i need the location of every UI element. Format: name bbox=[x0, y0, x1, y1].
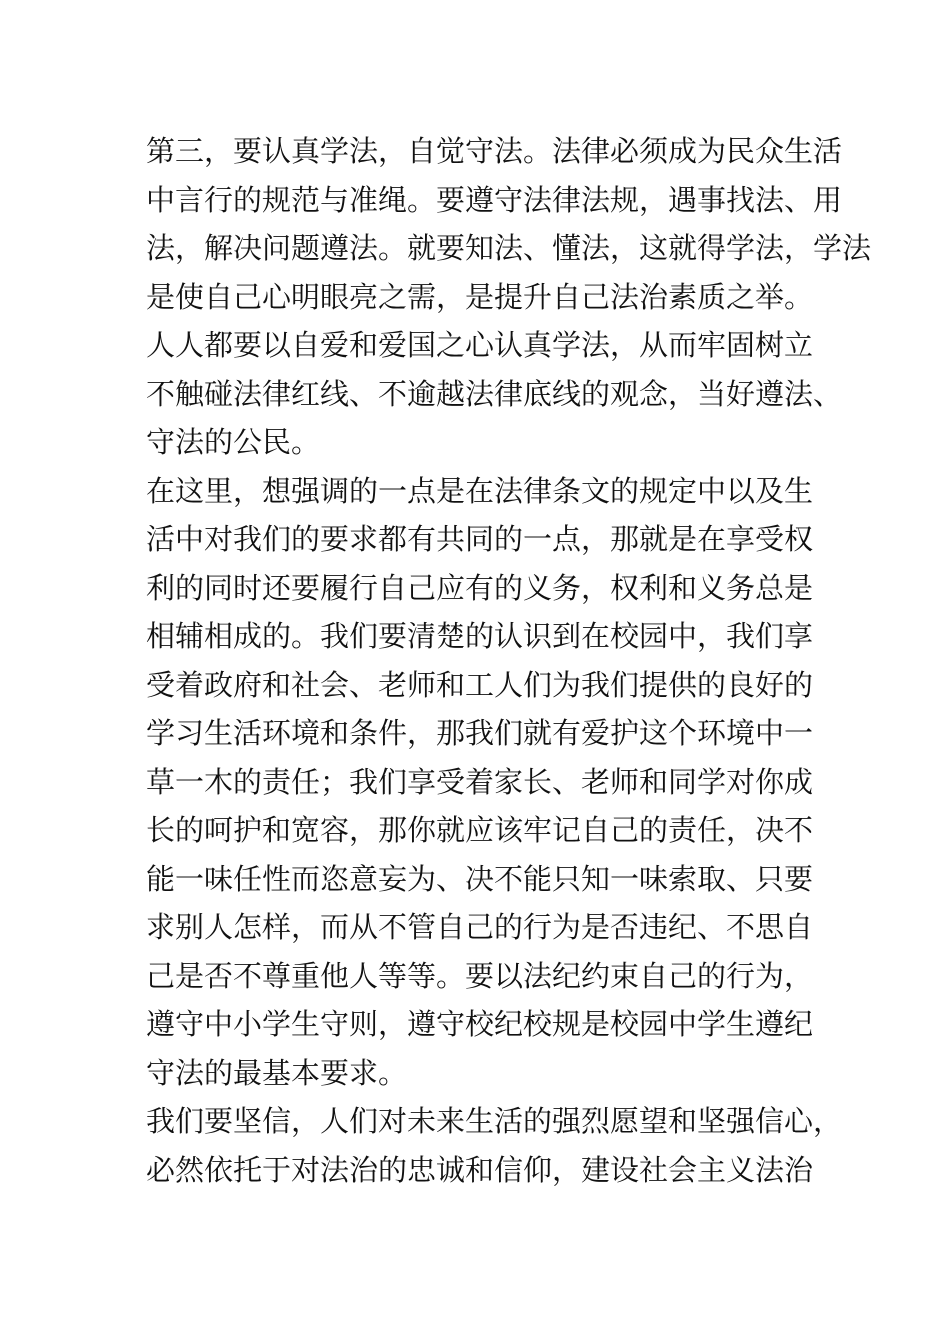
text-line: 是使自己心明眼亮之需，是提升自己法治素质之举。 bbox=[146, 279, 814, 314]
text-line: 遵守中小学生守则，遵守校纪校规是校园中学生遵纪 bbox=[146, 1007, 814, 1041]
text-line: 人人都要以自爱和爱国之心认真学法，从而牢固树立 bbox=[146, 328, 814, 362]
text-line: 中言行的规范与准绳。要遵守法律法规，遇事找法、用 bbox=[146, 182, 843, 217]
text-line: 草一木的责任；我们享受着家长、老师和同学对你成 bbox=[146, 764, 814, 799]
text-line: 第三，要认真学法，自觉守法。法律必须成为民众生活 bbox=[146, 134, 843, 168]
text-line: 学习生活环境和条件，那我们就有爱护这个环境中一 bbox=[146, 716, 814, 750]
text-line: 守法的公民。 bbox=[146, 425, 321, 459]
text-line: 在这里，想强调的一点是在法律条文的规定中以及生 bbox=[146, 473, 814, 508]
text-line: 守法的最基本要求。 bbox=[146, 1055, 408, 1090]
text-line: 能一味任性而恣意妄为、决不能只知一味索取、只要 bbox=[146, 861, 814, 896]
text-line: 相辅相成的。我们要清楚的认识到在校园中，我们享 bbox=[146, 619, 814, 653]
text-line: 必然依托于对法治的忠诚和信仰，建设社会主义法治 bbox=[146, 1152, 814, 1187]
text-line: 不触碰法律红线、不逾越法律底线的观念，当好遵法、 bbox=[146, 376, 843, 411]
text-line: 长的呵护和宽容，那你就应该牢记自己的责任，决不 bbox=[146, 813, 814, 847]
text-line: 法，解决问题遵法。就要知法、懂法，这就得学法，学法 bbox=[146, 231, 872, 265]
text-line: 求别人怎样，而从不管自己的行为是否违纪、不思自 bbox=[146, 910, 814, 944]
body-text bbox=[146, 127, 872, 1194]
text-line: 己是否不尊重他人等等。要以法纪约束自己的行为， bbox=[146, 958, 814, 993]
text-line: 我们要坚信，人们对未来生活的强烈愿望和坚强信心， bbox=[146, 1104, 843, 1138]
text-line: 受着政府和社会、老师和工人们为我们提供的良好的 bbox=[146, 667, 814, 702]
text-line: 利的同时还要履行自己应有的义务，权利和义务总是 bbox=[146, 570, 814, 605]
text-line: 活中对我们的要求都有共同的一点，那就是在享受权 bbox=[146, 522, 814, 556]
